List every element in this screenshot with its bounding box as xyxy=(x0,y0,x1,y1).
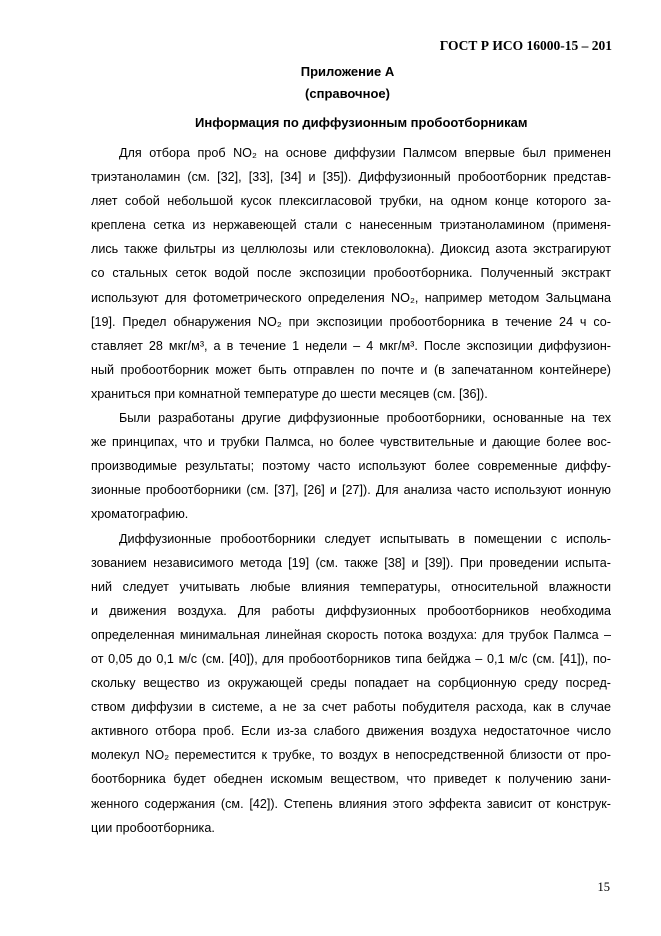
text-line: ный пробоотборник может быть отправлен по почте и (в запечатанном контейнере) xyxy=(91,362,611,377)
page-number: 15 xyxy=(597,880,610,894)
text-line: Для отбора проб NO₂ на основе диффузии Палмсом впервые был применен xyxy=(119,146,611,160)
text-line: [19]. Предел обнаружения NO₂ при экспозиции пробоотборника в течение 24 ч со- xyxy=(91,314,611,329)
text-line: зионные пробоотборники (см. [37], [26] и [27]). Для анализа часто используют ионную xyxy=(91,483,611,498)
text-line: ляет собой небольшой кусок плексигласовой трубки, на одном конце которого за- xyxy=(91,194,611,209)
appendix-kind: (справочное) xyxy=(305,86,390,101)
standard-header: ГОСТ Р ИСО 16000-15 – 201 xyxy=(439,38,612,53)
text-line: активного отбора проб. Если из-за слабого движения воздуха недостаточное число xyxy=(91,724,611,739)
text-line: Диффузионные пробоотборники следует испытывать в помещении с исполь- xyxy=(119,531,611,546)
appendix-title: Приложение А xyxy=(300,64,395,79)
text-line: креплена сетка из нержавеющей стали с нанесенным триэтаноламином (применя- xyxy=(91,218,611,233)
text-line: ставляет 28 мкг/м³, а в течение 1 недели – 4 мкг/м³. После экспозиции диффузион- xyxy=(91,338,611,353)
text-line: от 0,05 до 0,1 м/с (см. [40]), для пробоотборников типа бейджа – 0,1 м/с (см. [41]), по- xyxy=(91,651,611,666)
text-line: триэтаноламин (см. [32], [33], [34] и [35]). Диффузионный пробоотборник представ- xyxy=(91,170,611,185)
paragraph-1 xyxy=(91,141,611,406)
text-line: ции пробоотборника. xyxy=(91,820,215,835)
paragraph-2 xyxy=(91,406,611,526)
text-line: хроматографию. xyxy=(91,507,189,522)
text-line: скольку вещество из окружающей среды попадает на сорбционную среду посред- xyxy=(91,676,611,691)
body-text xyxy=(91,141,611,840)
text-line: боотборника будет обеднен искомым веществом, что приведет к получению зани- xyxy=(91,772,611,787)
text-line: ством диффузии в системе, а не за счет работы побудителя расхода, как в случае xyxy=(91,700,611,715)
text-line: и движения воздуха. Для работы диффузионных пробоотборников необходима xyxy=(91,603,611,618)
text-line: производимые результаты; поэтому часто используют более современные диффу- xyxy=(91,459,611,474)
text-line: зованием независимого метода [19] (см. также [38] и [39]). При проведении испыта- xyxy=(91,555,611,570)
text-line: храниться при комнатной температуре до шести месяцев (см. [36]). xyxy=(91,386,488,401)
text-line: определенная минимальная линейная скорость потока воздуха: для трубок Палмса – xyxy=(91,627,611,642)
section-title: Информация по диффузионным пробоотборникам xyxy=(195,115,528,130)
text-line: лись также фильтры из целлюлозы или стекловолокна). Диоксид азота экстрагируют xyxy=(91,242,611,257)
text-line: используют для фотометрического определения NO₂, например методом Зальцмана xyxy=(91,290,611,305)
text-line: ний следует учитывать любые влияния температуры, относительной влажности xyxy=(91,579,611,594)
text-line: Были разработаны другие диффузионные пробоотборники, основанные на тех xyxy=(119,411,611,426)
paragraph-3 xyxy=(91,527,611,840)
text-line: со стальных сеток водой после экспозиции пробоотборника. Полученный экстракт xyxy=(91,266,611,281)
text-line: же принципах, что и трубки Палмса, но более чувствительные и дающие более вос- xyxy=(91,435,611,450)
text-line: молекул NO₂ переместится к трубке, то воздух в непосредственной близости от про- xyxy=(91,748,611,763)
text-line: женного содержания (см. [42]). Степень влияния этого эффекта зависит от конструк- xyxy=(91,796,611,811)
